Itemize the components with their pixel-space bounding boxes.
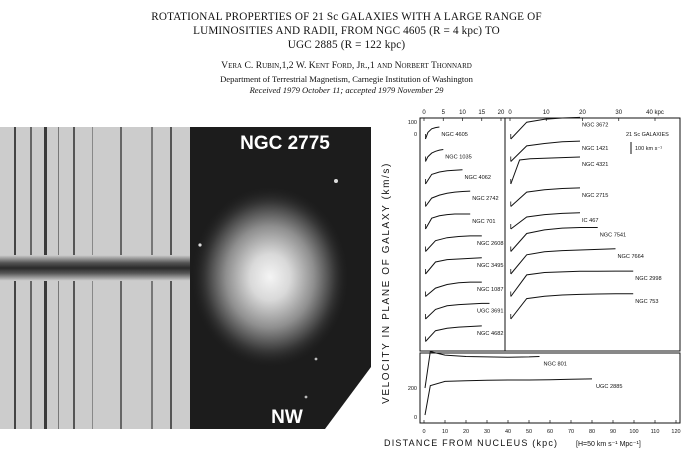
paper-title <box>100 10 593 52</box>
upper-left-curve-ngc-2742 <box>426 191 471 206</box>
upper-right-curve-ngc-3672 <box>511 117 580 139</box>
upper-left-curve-ngc-701 <box>426 214 471 229</box>
orientation-label: NW <box>271 407 303 428</box>
upper-left-series-label: NGC 2742 <box>472 196 499 203</box>
upper-left-series-label: NGC 2608 <box>477 240 504 247</box>
upper-left-curve-ngc-1035 <box>426 150 444 162</box>
upper-right-x-tick-label: 0 <box>508 110 512 116</box>
upper-left-series-label: NGC 4605 <box>441 132 468 138</box>
upper-left-x-tick-label: 5 <box>441 110 445 116</box>
galaxy-photo-figure <box>0 127 371 429</box>
upper-right-series-label: NGC 753 <box>635 298 659 305</box>
y-axis-label: VELOCITY IN PLANE OF GALAXY (km/s) <box>381 162 392 404</box>
upper-right-x-tick-label: 30 <box>615 110 623 116</box>
lower-x-tick-label: 120 <box>671 429 681 435</box>
paper-affiliation: Department of Terrestrial Magnetism, Carnegie Institution of Washington <box>220 74 473 84</box>
lower-x-tick-label: 40 <box>504 429 512 435</box>
upper-left-series-label: NGC 4062 <box>464 174 491 181</box>
upper-right-series-label: NGC 2998 <box>635 276 662 283</box>
upper-right-curve-ngc-753 <box>511 294 633 319</box>
upper-right-curve-ngc-7664 <box>511 249 616 274</box>
upper-left-series-label: UGC 3691 <box>477 308 504 315</box>
scale-bar-label: 100 km s⁻¹ <box>635 146 663 152</box>
upper-right-curve-ngc-2715 <box>511 188 580 207</box>
paper-dates: Received 1979 October 11; accepted 1979 November 29 <box>249 85 444 95</box>
upper-right-series-label: NGC 4321 <box>581 162 609 168</box>
upper-left-curve-ngc-4062 <box>426 170 463 184</box>
lower-x-tick-label: 50 <box>525 429 533 435</box>
upper-right-series-label: NGC 2715 <box>581 192 609 199</box>
upper-right-series-label: NGC 7664 <box>617 253 644 260</box>
upper-left-x-tick-label: 0 <box>422 110 426 116</box>
lower-x-tick-label: 0 <box>422 429 426 435</box>
upper-right-curve-ic-467 <box>511 213 580 229</box>
lower-x-tick-label: 90 <box>609 429 617 435</box>
lower-x-tick-label: 30 <box>483 429 491 435</box>
title-line-2: LUMINOSITIES AND RADII, FROM NGC 4605 (R = 4 kpc) TO <box>193 25 500 37</box>
upper-left-series-label: NGC 701 <box>472 219 496 225</box>
upper-right-series-label: IC 467 <box>581 217 599 224</box>
lower-series-label: UGC 2885 <box>596 383 623 390</box>
upper-right-curve-ngc-7541 <box>511 228 598 252</box>
upper-left-series-label: NGC 1087 <box>477 287 504 294</box>
upper-right-series-label: NGC 3672 <box>581 122 609 129</box>
upper-left-series-label: NGC 1035 <box>445 154 472 161</box>
galaxy-image <box>190 127 371 429</box>
upper-left-x-tick-label: 15 <box>478 110 486 116</box>
upper-left-series-label: NGC 3495 <box>477 262 504 269</box>
upper-left-series-label: NGC 4682 <box>477 330 504 337</box>
upper-right-curve-ngc-2998 <box>511 271 633 296</box>
galaxy-label: NGC 2775 <box>240 133 330 154</box>
title-line-1: ROTATIONAL PROPERTIES OF 21 Sc GALAXIES WITH A LARGE RANGE OF <box>151 11 542 23</box>
lower-y-tick-label: 0 <box>413 415 417 421</box>
upper-right-x-tick-label: 20 <box>579 110 586 116</box>
hubble-constant-note: [H=50 km s⁻¹ Mpc⁻¹] <box>576 441 641 448</box>
upper-left-curve-ngc-1087 <box>426 282 482 296</box>
title-line-3: UGC 2885 (R = 122 kpc) <box>287 39 406 51</box>
upper-left-y-tick-label: 0 <box>413 132 417 138</box>
chart-title: 21 Sc GALAXIES <box>626 132 669 138</box>
upper-left-y-tick-label: 100 <box>407 120 417 126</box>
rotation-curves-chart <box>380 103 693 456</box>
lower-x-tick-label: 10 <box>441 429 449 435</box>
lower-x-tick-label: 100 <box>629 429 639 435</box>
upper-right-curve-ngc-4321 <box>511 157 580 184</box>
lower-x-tick-label: 20 <box>462 429 470 435</box>
lower-curve-ugc-2885 <box>425 379 592 415</box>
upper-right-panel-frame <box>505 118 680 351</box>
lower-x-tick-label: 80 <box>588 429 596 435</box>
paper-authors: Vera C. Rubin,1,2 W. Kent Ford, Jr.,1 and Norbert Thonnard <box>221 60 472 71</box>
upper-right-series-label: NGC 1421 <box>581 146 609 153</box>
upper-left-x-tick-label: 10 <box>459 110 466 116</box>
upper-left-curve-ngc-2608 <box>426 236 482 252</box>
lower-series-label: NGC 801 <box>543 361 567 368</box>
x-axis-label: DISTANCE FROM NUCLEUS (kpc) <box>384 438 559 448</box>
upper-left-curve-ngc-3495 <box>426 258 482 274</box>
spectrum-image <box>0 127 190 429</box>
lower-x-tick-label: 60 <box>546 429 554 435</box>
upper-right-series-label: NGC 7541 <box>599 232 627 239</box>
lower-y-tick-label: 200 <box>407 386 417 392</box>
upper-left-curve-ngc-4682 <box>426 326 482 342</box>
upper-right-x-tick-label: 10 <box>542 110 550 116</box>
lower-x-tick-label: 70 <box>567 429 575 435</box>
upper-left-x-tick-label: 20 <box>497 110 505 116</box>
lower-x-tick-label: 110 <box>650 429 660 435</box>
upper-right-x-tick-label: 40 kpc <box>646 110 664 116</box>
upper-left-curve-ngc-4605 <box>426 127 440 139</box>
